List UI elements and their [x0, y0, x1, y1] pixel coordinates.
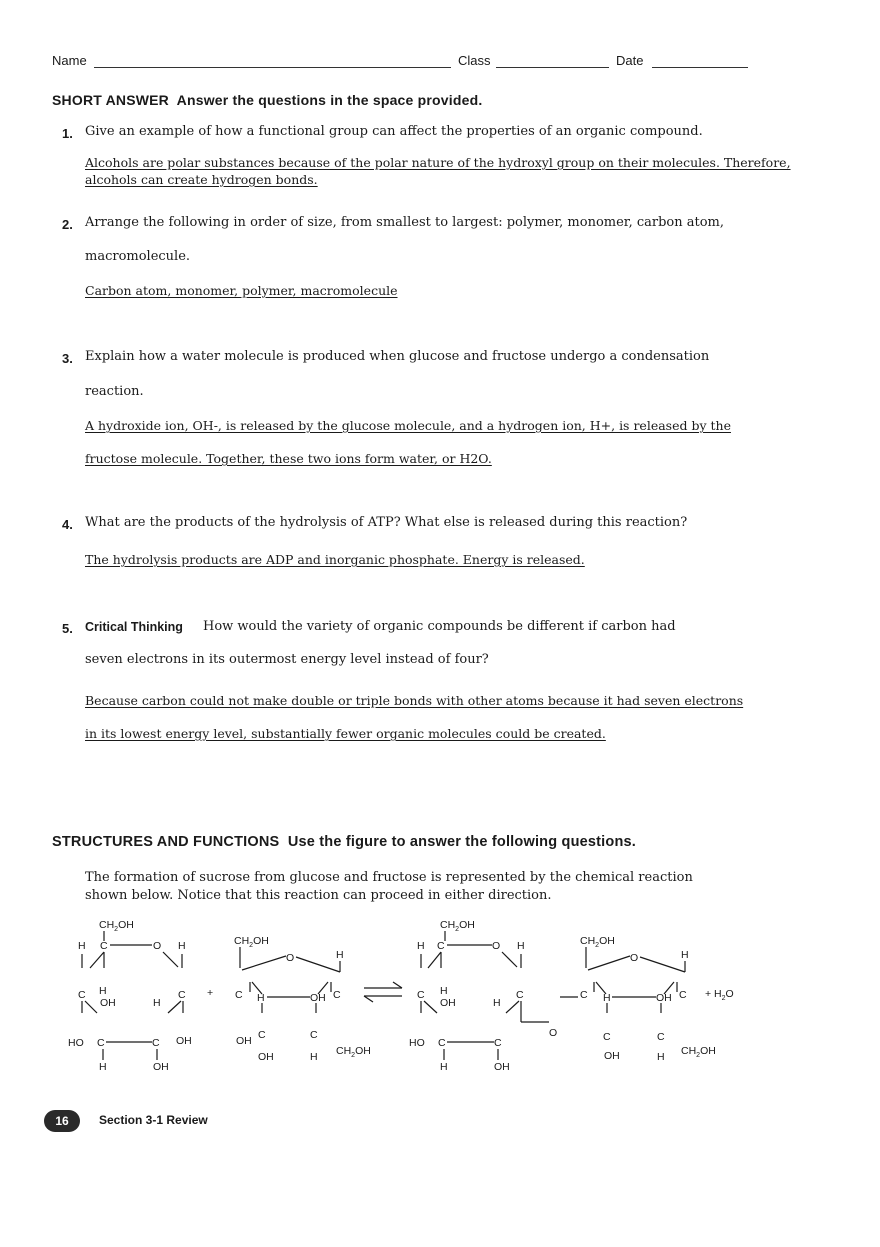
question-3-text-line-1: Explain how a water molecule is produced when glucose and fructose undergo a condensation — [85, 349, 710, 364]
question-5-number: 5. — [62, 621, 73, 636]
intro-line-2: shown below. Notice that this reaction can proceed in either direction. — [85, 888, 552, 903]
fructose-ch2oh: $CH_2OH$ — [234, 935, 269, 949]
short-answer-title: SHORT ANSWER Answer the questions in the space provided. — [52, 92, 483, 108]
question-3-number: 3. — [62, 351, 73, 366]
question-5-answer-line-2: in its lowest energy level, substantially fewer organic molecules could be created. — [85, 726, 606, 741]
plus-water: + $H_2O$ — [705, 988, 734, 1002]
svg-text:OH: OH — [236, 1035, 252, 1047]
question-3-answer-line-2: fructose molecule. Together, these two ions form water, or H2O. — [85, 451, 492, 466]
svg-text:C: C — [516, 989, 524, 1001]
question-2-number: 2. — [62, 217, 73, 232]
svg-text:C: C — [97, 1037, 105, 1049]
question-5-answer-line-1: Because carbon could not make double or triple bonds with other atoms because it had seven electrons — [85, 693, 744, 708]
question-4-text: What are the products of the hydrolysis of ATP? What else is released during this reaction? — [85, 515, 688, 530]
svg-text:OH: OH — [440, 997, 456, 1009]
svg-text:O: O — [492, 940, 501, 952]
svg-text:C: C — [417, 989, 425, 1001]
svg-text:H: H — [99, 1061, 107, 1073]
svg-text:C: C — [178, 989, 186, 1001]
svg-text:C: C — [603, 1031, 611, 1043]
question-2-text-line-2: macromolecule. — [85, 249, 191, 264]
svg-text:OH: OH — [100, 997, 116, 1009]
svg-text:H: H — [603, 992, 611, 1004]
svg-text:CH2OH: $CH_2OH$ — [440, 919, 475, 933]
date-field-line[interactable] — [652, 67, 748, 68]
svg-text:C: C — [258, 1029, 266, 1041]
question-5-text-line-1: How would the variety of organic compounds be different if carbon had — [203, 619, 676, 634]
svg-text:H: H — [440, 985, 448, 997]
question-5-text-line-2: seven electrons in its outermost energy level instead of four? — [85, 652, 489, 667]
question-4-answer: The hydrolysis products are ADP and inorganic phosphate. Energy is released. — [85, 552, 585, 567]
sucrose-reaction-figure — [0, 910, 880, 1080]
svg-text:C: C — [310, 1029, 318, 1041]
svg-text:CH2OH: $CH_2OH$ — [580, 935, 615, 949]
svg-text:C: C — [100, 940, 108, 952]
question-3-text-line-2: reaction. — [85, 384, 144, 399]
svg-text:OH: OH — [153, 1061, 169, 1073]
svg-text:OH: OH — [176, 1035, 192, 1047]
svg-text:O: O — [286, 952, 295, 964]
svg-text:H: H — [78, 940, 86, 952]
sucrose-glucose-unit — [409, 919, 557, 1073]
svg-text:OH: OH — [494, 1061, 510, 1073]
svg-text:C: C — [437, 940, 445, 952]
svg-text:O: O — [630, 952, 639, 964]
svg-text:C: C — [657, 1031, 665, 1043]
svg-text:OH: OH — [258, 1051, 274, 1063]
svg-text:C: C — [78, 989, 86, 1001]
svg-text:H: H — [336, 949, 344, 961]
question-4-number: 4. — [62, 517, 73, 532]
name-field-line[interactable] — [94, 67, 451, 68]
plus-sign: + — [207, 987, 214, 999]
svg-text:H: H — [440, 1061, 448, 1073]
glycosidic-oxygen: O — [549, 1027, 558, 1039]
section-label: Section 3-1 Review — [99, 1113, 208, 1127]
svg-text:CH2OH: $CH_2OH$ — [681, 1045, 716, 1059]
svg-text:HO: HO — [68, 1037, 84, 1049]
svg-text:H: H — [153, 997, 161, 1009]
svg-text:H: H — [99, 985, 107, 997]
svg-text:OH: OH — [656, 992, 672, 1004]
critical-thinking-label: Critical Thinking — [85, 620, 183, 634]
question-1-text: Give an example of how a functional group can affect the properties of an organic compound. — [85, 124, 703, 139]
svg-text:C: C — [679, 989, 687, 1001]
class-field-line[interactable] — [496, 67, 609, 68]
svg-text:H: H — [178, 940, 186, 952]
name-label: Name — [52, 53, 87, 68]
date-label: Date — [616, 53, 644, 68]
structures-functions-title: STRUCTURES AND FUNCTIONS Use the figure to answer the following questions. — [52, 834, 637, 850]
svg-text:C: C — [494, 1037, 502, 1049]
svg-text:H: H — [257, 992, 265, 1004]
svg-text:H: H — [493, 997, 501, 1009]
question-2-answer: Carbon atom, monomer, polymer, macromolecule — [85, 283, 398, 298]
page-number-badge: 16 — [44, 1110, 80, 1132]
svg-text:H: H — [681, 949, 689, 961]
svg-text:C: C — [333, 989, 341, 1001]
svg-text:HO: HO — [409, 1037, 425, 1049]
intro-line-1: The formation of sucrose from glucose and fructose is represented by the chemical reaction — [85, 870, 693, 885]
question-1-number: 1. — [62, 126, 73, 141]
svg-text:C: C — [235, 989, 243, 1001]
svg-text:OH: OH — [310, 992, 326, 1004]
svg-text:O: O — [153, 940, 162, 952]
question-2-text-line-1: Arrange the following in order of size, from smallest to largest: polymer, monomer, carbon atom, — [85, 215, 725, 230]
svg-text:H: H — [517, 940, 525, 952]
question-1-answer-line-2: alcohols can create hydrogen bonds. — [85, 172, 318, 187]
equilibrium-arrows — [364, 982, 402, 1002]
class-label: Class — [458, 53, 491, 68]
question-3-answer-line-1: A hydroxide ion, OH-, is released by the glucose molecule, and a hydrogen ion, H+, is released by the — [85, 418, 731, 433]
svg-text:C: C — [580, 989, 588, 1001]
svg-text:CH2OH: $CH_2OH$ — [336, 1045, 371, 1059]
svg-text:C: C — [152, 1037, 160, 1049]
svg-text:H: H — [657, 1051, 665, 1063]
svg-text:H: H — [417, 940, 425, 952]
fructose-molecule — [234, 935, 371, 1063]
svg-text:C: C — [438, 1037, 446, 1049]
svg-text:H: H — [310, 1051, 318, 1063]
sucrose-fructose-unit — [560, 935, 716, 1063]
glucose-ch2oh: $CH_2OH$ — [99, 919, 134, 933]
svg-text:OH: OH — [604, 1050, 620, 1062]
glucose-molecule — [68, 919, 192, 1073]
question-1-answer-line-1: Alcohols are polar substances because of the polar nature of the hydroxyl group on their molecules. Therefore, — [85, 155, 791, 170]
